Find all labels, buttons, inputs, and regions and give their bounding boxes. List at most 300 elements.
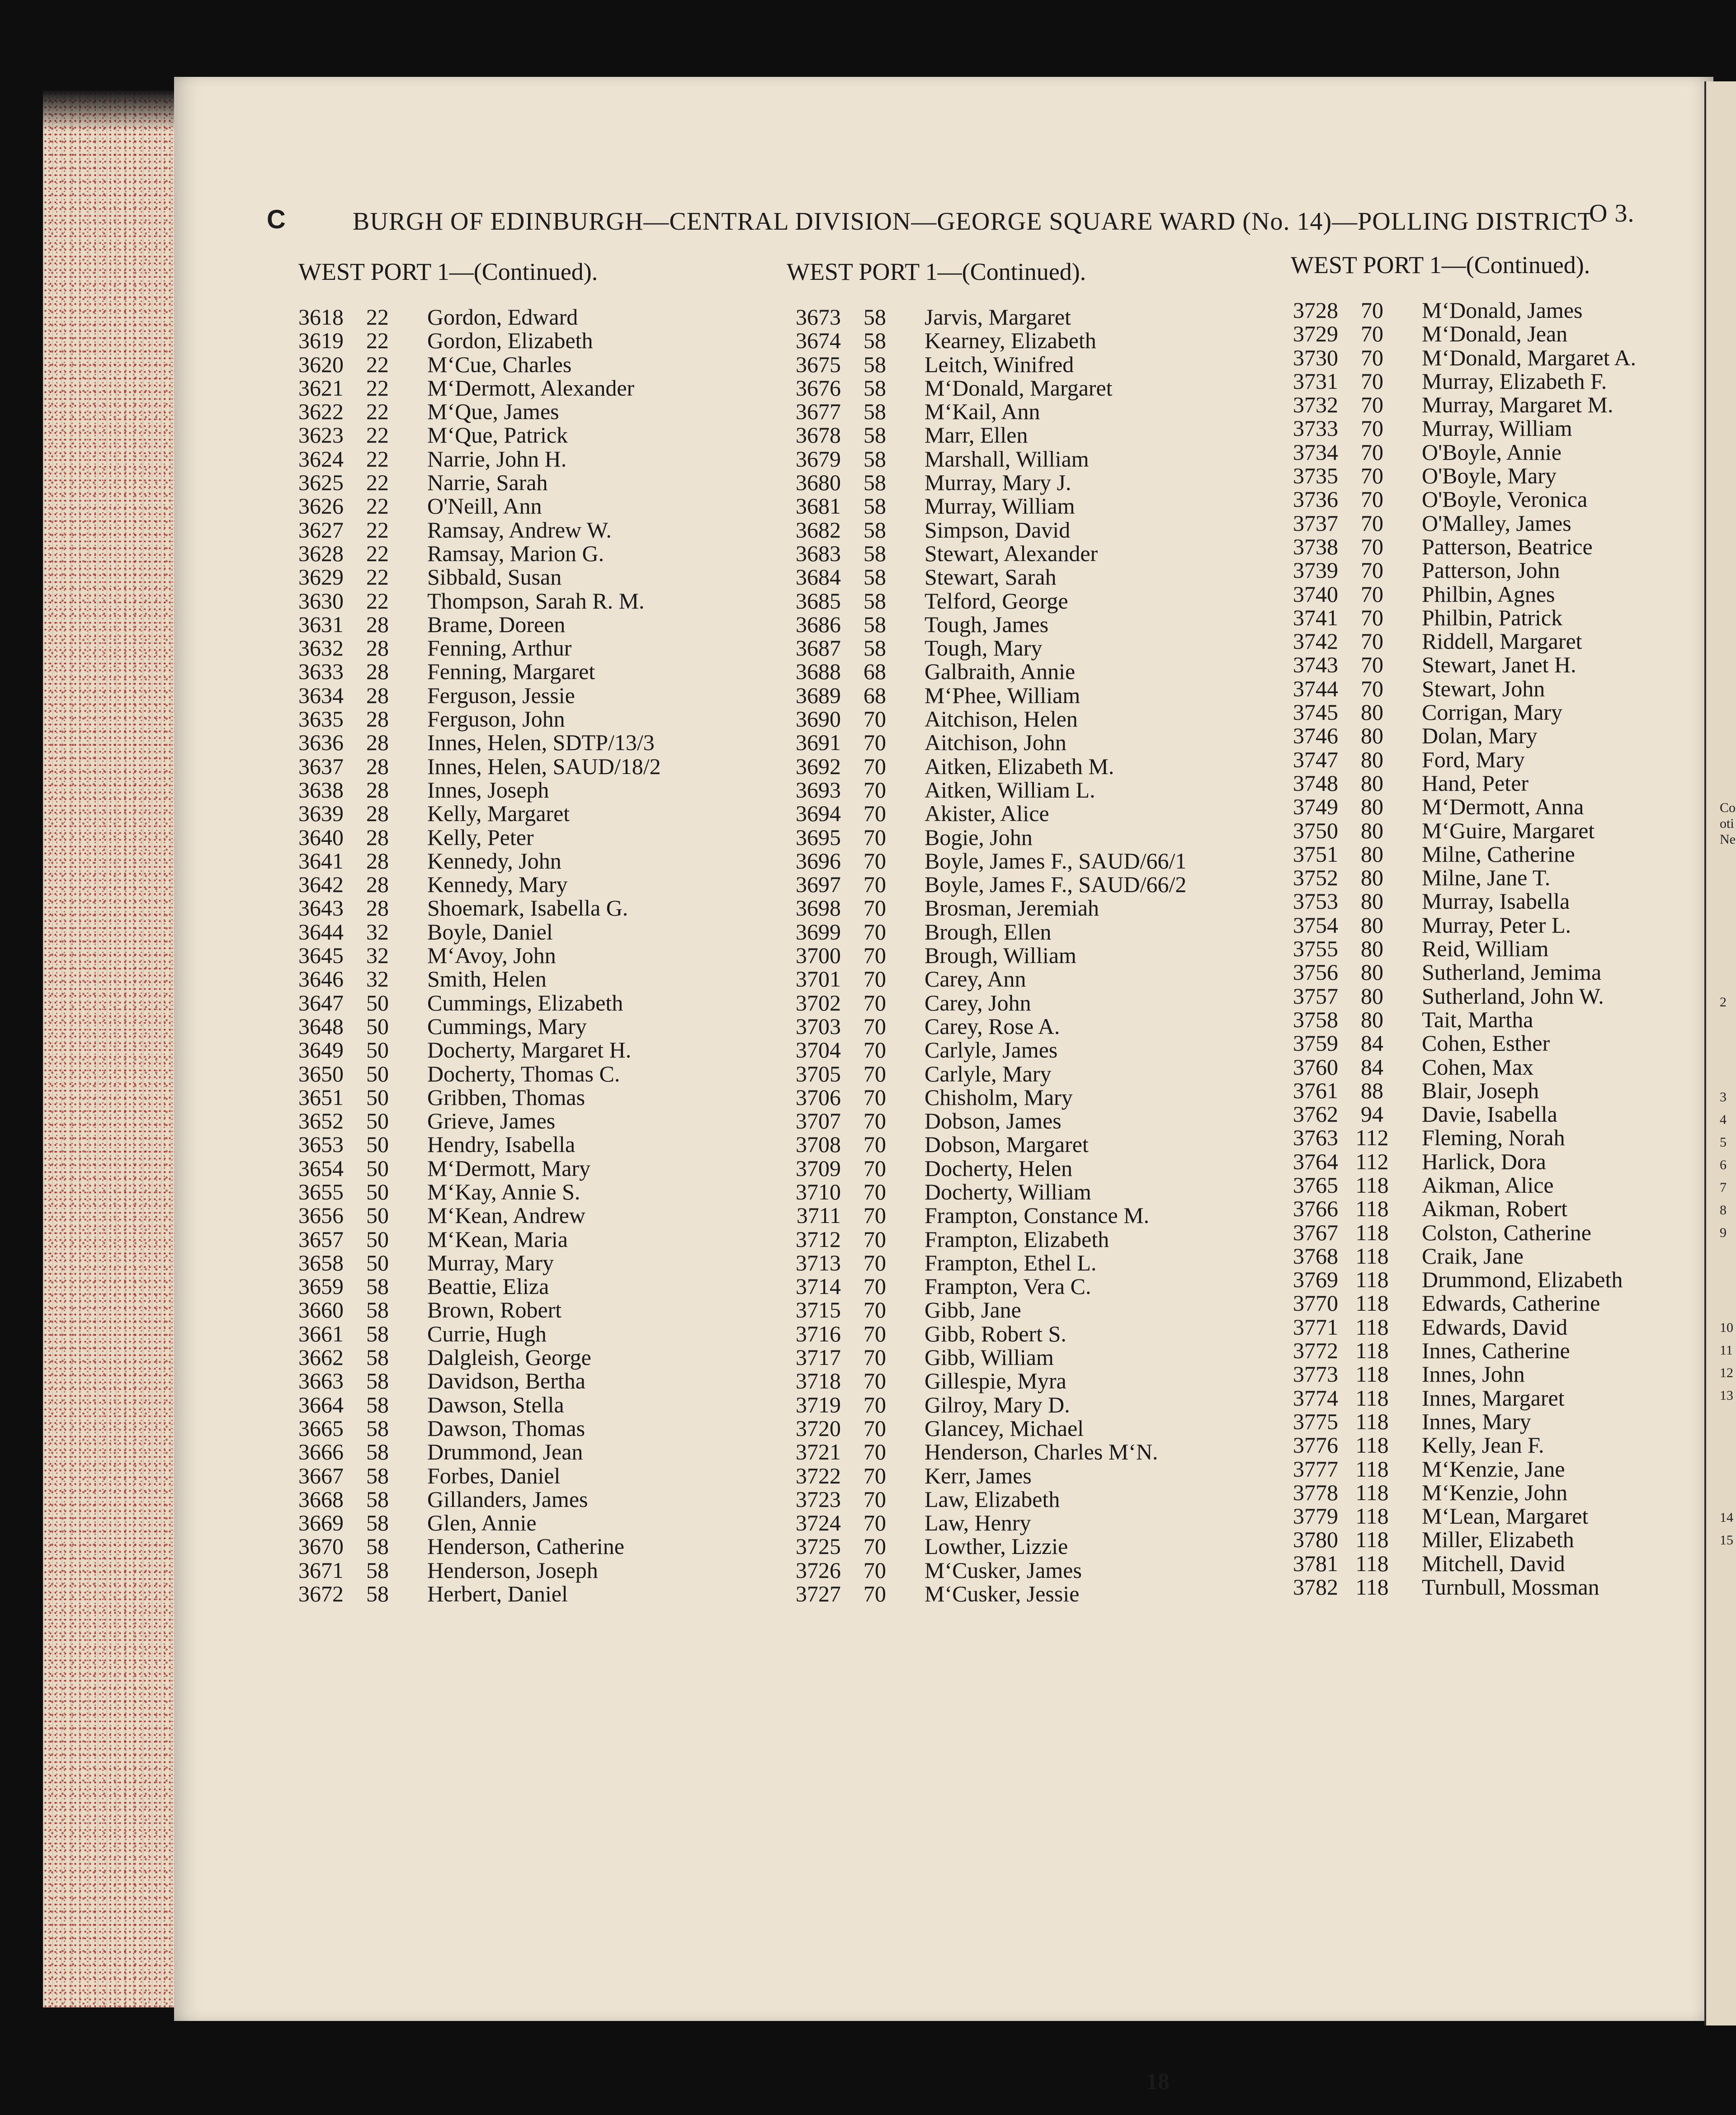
- voter-row: [262, 1558, 750, 1582]
- elector-name: Forbes, Daniel: [427, 1463, 561, 1488]
- voter-row: [1257, 511, 1736, 535]
- elector-name: M‘Kenzie, Jane: [1422, 1456, 1565, 1482]
- elector-name: Gordon, Elizabeth: [427, 328, 593, 354]
- elector-number: 3745: [1293, 699, 1338, 725]
- voter-row: [262, 755, 750, 778]
- house-number: 50: [366, 1226, 389, 1252]
- house-number: 70: [863, 1108, 886, 1134]
- voter-row: [262, 447, 750, 471]
- house-number: 58: [863, 351, 886, 377]
- house-number: 58: [366, 1297, 389, 1323]
- house-number: 58: [863, 399, 886, 425]
- elector-name: Murray, Peter L.: [1422, 912, 1571, 938]
- voter-row: [262, 896, 750, 920]
- elector-number: 3718: [796, 1368, 841, 1394]
- elector-name: Edwards, Catherine: [1422, 1290, 1600, 1316]
- elector-number: 3754: [1293, 912, 1338, 938]
- elector-name: Innes, Margaret: [1422, 1385, 1565, 1411]
- elector-name: M‘Cusker, James: [925, 1557, 1082, 1583]
- house-number: 70: [863, 801, 886, 826]
- elector-name: Jarvis, Margaret: [925, 304, 1071, 330]
- house-number: 70: [863, 777, 886, 803]
- elector-number: 3667: [298, 1463, 344, 1488]
- elector-number: 3645: [298, 943, 344, 968]
- elector-name: M‘Dermott, Alexander: [427, 375, 635, 401]
- house-number: 22: [366, 351, 389, 377]
- page-header: [174, 199, 1713, 244]
- house-number: 50: [366, 1132, 389, 1157]
- elector-name: Patterson, Beatrice: [1422, 533, 1593, 559]
- voter-row: [262, 1015, 750, 1038]
- house-number: 58: [863, 446, 886, 472]
- elector-number: 3735: [1293, 463, 1338, 489]
- elector-number: 3776: [1293, 1432, 1338, 1458]
- elector-name: M‘Phee, William: [925, 682, 1080, 708]
- elector-number: 3671: [298, 1557, 344, 1583]
- elector-name: Ford, Mary: [1422, 746, 1525, 772]
- voter-row: [1257, 819, 1736, 842]
- elector-number: 3620: [298, 351, 344, 377]
- voter-row: [262, 1322, 750, 1345]
- elector-number: 3734: [1293, 439, 1338, 465]
- elector-name: M‘Cue, Charles: [427, 351, 572, 377]
- elector-number: 3763: [1293, 1125, 1338, 1151]
- elector-name: Brown, Robert: [427, 1297, 562, 1323]
- house-number: 50: [366, 1203, 389, 1228]
- elector-number: 3682: [796, 517, 841, 543]
- elector-number: 3683: [796, 540, 841, 566]
- elector-name: Docherty, Thomas C.: [427, 1061, 620, 1086]
- house-number: 22: [366, 540, 389, 566]
- voter-row: [262, 707, 750, 731]
- elector-name: Innes, Joseph: [427, 777, 549, 803]
- house-number: 28: [366, 848, 389, 873]
- house-number: 84: [1361, 1054, 1383, 1080]
- facing-page-fragment: 8: [1720, 1203, 1727, 1218]
- voter-row: [1257, 1150, 1736, 1173]
- voter-row: [1257, 1552, 1736, 1575]
- elector-number: 3739: [1293, 557, 1338, 583]
- voter-row: [262, 518, 750, 542]
- elector-number: 3710: [796, 1179, 841, 1204]
- elector-name: Drummond, Jean: [427, 1439, 583, 1465]
- voter-row: [262, 849, 750, 873]
- voter-row: [262, 376, 750, 400]
- elector-number: 3663: [298, 1368, 344, 1394]
- elector-number: 3636: [298, 730, 344, 755]
- elector-number: 3651: [298, 1084, 344, 1110]
- elector-number: 3630: [298, 588, 344, 614]
- voter-row: [760, 1322, 1248, 1345]
- voter-row: [760, 447, 1248, 471]
- house-number: 28: [366, 872, 389, 897]
- elector-number: 3694: [796, 801, 841, 826]
- elector-name: Carey, Rose A.: [925, 1013, 1060, 1039]
- voter-row: [262, 329, 750, 352]
- house-number: 50: [366, 1179, 389, 1204]
- elector-name: M‘Lean, Margaret: [1422, 1503, 1589, 1529]
- house-number: 70: [863, 872, 886, 897]
- voter-row: [262, 353, 750, 376]
- voter-row: [1257, 889, 1736, 913]
- house-number: 70: [863, 1037, 886, 1063]
- house-number: 70: [863, 1226, 886, 1252]
- elector-number: 3722: [796, 1463, 841, 1488]
- house-number: 70: [863, 730, 886, 755]
- voter-row: [1257, 1221, 1736, 1244]
- elector-name: Boyle, Daniel: [427, 919, 553, 944]
- house-number: 50: [366, 990, 389, 1015]
- house-number: 70: [863, 1439, 886, 1465]
- elector-name: Narrie, John H.: [427, 446, 567, 472]
- house-number: 28: [366, 611, 389, 637]
- elector-number: 3775: [1293, 1408, 1338, 1434]
- house-number: 70: [863, 1061, 886, 1086]
- elector-number: 3717: [796, 1345, 841, 1370]
- elector-name: Kelly, Peter: [427, 824, 534, 850]
- facing-page-fragment: Ne: [1720, 832, 1736, 847]
- house-number: 70: [863, 1534, 886, 1559]
- elector-name: Edwards, David: [1422, 1314, 1568, 1340]
- voter-row: [760, 1582, 1248, 1605]
- house-number: 118: [1355, 1172, 1389, 1198]
- voter-row: [760, 755, 1248, 778]
- elector-number: 3732: [1293, 392, 1338, 418]
- voter-row: [760, 1180, 1248, 1204]
- elector-name: Gordon, Edward: [427, 304, 578, 330]
- facing-page-fragment: 5: [1720, 1135, 1727, 1150]
- elector-number: 3711: [796, 1203, 841, 1228]
- voter-row: [760, 1133, 1248, 1156]
- house-number: 80: [1361, 723, 1383, 749]
- elector-name: M‘Cusker, Jessie: [925, 1581, 1080, 1607]
- elector-name: Stewart, Janet H.: [1422, 652, 1576, 678]
- voter-row: [760, 967, 1248, 991]
- house-number: 70: [1361, 486, 1383, 512]
- house-number: 22: [366, 375, 389, 401]
- elector-number: 3652: [298, 1108, 344, 1134]
- facing-page-fragment: 2: [1720, 995, 1727, 1010]
- house-number: 32: [366, 966, 389, 992]
- elector-name: Craik, Jane: [1422, 1243, 1524, 1269]
- elector-name: M‘Kay, Annie S.: [427, 1179, 580, 1204]
- voter-row: [760, 494, 1248, 518]
- elector-name: Fleming, Norah: [1422, 1125, 1565, 1151]
- voter-row: [760, 1086, 1248, 1109]
- voter-list: [262, 305, 750, 1605]
- voter-row: [1257, 393, 1736, 416]
- voter-row: [1257, 1457, 1736, 1481]
- elector-name: Miller, Elizabeth: [1422, 1527, 1574, 1553]
- house-number: 70: [863, 1155, 886, 1181]
- elector-name: Murray, Isabella: [1422, 888, 1570, 914]
- elector-number: 3752: [1293, 865, 1338, 891]
- elector-number: 3619: [298, 328, 344, 354]
- elector-number: 3767: [1293, 1219, 1338, 1245]
- elector-number: 3677: [796, 399, 841, 425]
- house-number: 70: [1361, 297, 1383, 323]
- elector-number: 3700: [796, 943, 841, 968]
- house-number: 112: [1355, 1148, 1389, 1174]
- voter-row: [1257, 984, 1736, 1008]
- voter-list: [760, 305, 1248, 1605]
- elector-name: Stewart, Sarah: [925, 564, 1057, 590]
- elector-name: Kerr, James: [925, 1463, 1032, 1488]
- elector-name: Glancey, Michael: [925, 1415, 1084, 1441]
- elector-number: 3656: [298, 1203, 344, 1228]
- elector-name: Boyle, James F., SAUD/66/2: [925, 872, 1187, 897]
- elector-name: Henderson, Charles M‘N.: [925, 1439, 1158, 1465]
- elector-number: 3678: [796, 422, 841, 448]
- voter-row: [262, 991, 750, 1015]
- voter-row: [760, 802, 1248, 825]
- voter-row: [262, 494, 750, 518]
- elector-number: 3650: [298, 1061, 344, 1086]
- register-page: [174, 77, 1713, 2095]
- elector-number: 3733: [1293, 415, 1338, 441]
- elector-number: 3653: [298, 1132, 344, 1157]
- elector-number: 3696: [796, 848, 841, 873]
- house-number: 50: [366, 1037, 389, 1063]
- elector-name: Drummond, Elizabeth: [1422, 1267, 1623, 1293]
- house-number: 68: [863, 659, 886, 685]
- voter-row: [1257, 795, 1736, 818]
- elector-number: 3779: [1293, 1503, 1338, 1529]
- elector-name: Smith, Helen: [427, 966, 547, 992]
- elector-number: 3624: [298, 446, 344, 472]
- elector-name: Thompson, Sarah R. M.: [427, 588, 645, 614]
- voter-row: [262, 1369, 750, 1393]
- voter-row: [1257, 1173, 1736, 1197]
- house-number: 58: [366, 1534, 389, 1559]
- elector-name: Henderson, Joseph: [427, 1557, 598, 1583]
- house-number: 58: [863, 375, 886, 401]
- page-number: 18: [1146, 2069, 1170, 2095]
- house-number: 80: [1361, 841, 1383, 867]
- elector-name: Carey, John: [925, 990, 1031, 1015]
- house-number: 22: [366, 493, 389, 519]
- voter-row: [262, 1582, 750, 1605]
- elector-number: 3741: [1293, 604, 1338, 630]
- elector-name: Docherty, William: [925, 1179, 1091, 1204]
- house-number: 80: [1361, 817, 1383, 843]
- house-number: 70: [1361, 604, 1383, 630]
- house-number: 80: [1361, 983, 1383, 1009]
- elector-number: 3672: [298, 1581, 344, 1607]
- elector-number: 3760: [1293, 1054, 1338, 1080]
- elector-name: Philbin, Patrick: [1422, 604, 1563, 630]
- elector-number: 3712: [796, 1226, 841, 1252]
- elector-number: 3744: [1293, 675, 1338, 701]
- elector-name: Ferguson, Jessie: [427, 682, 575, 708]
- elector-number: 3647: [298, 990, 344, 1015]
- elector-number: 3622: [298, 399, 344, 425]
- facing-page-fragment: Co: [1720, 800, 1736, 815]
- voter-row: [760, 1393, 1248, 1416]
- house-number: 22: [366, 328, 389, 354]
- elector-number: 3642: [298, 872, 344, 897]
- elector-name: Sutherland, Jemima: [1422, 959, 1602, 985]
- voter-row: [1257, 1055, 1736, 1079]
- elector-name: M‘Donald, Margaret A.: [1422, 345, 1636, 370]
- elector-name: O'Malley, James: [1422, 510, 1571, 536]
- elector-name: Hendry, Isabella: [427, 1132, 576, 1157]
- elector-number: 3772: [1293, 1338, 1338, 1364]
- house-number: 118: [1355, 1574, 1389, 1600]
- header-letter: C: [267, 205, 286, 234]
- elector-name: Philbin, Agnes: [1422, 581, 1555, 607]
- elector-name: Currie, Hugh: [427, 1321, 547, 1346]
- voter-row: [1257, 1244, 1736, 1268]
- elector-number: 3777: [1293, 1456, 1338, 1482]
- house-number: 58: [366, 1368, 389, 1394]
- house-number: 58: [863, 304, 886, 330]
- house-number: 70: [863, 1392, 886, 1417]
- voter-row: [1257, 346, 1736, 369]
- elector-number: 3646: [298, 966, 344, 992]
- voter-row: [1257, 960, 1736, 984]
- elector-number: 3707: [796, 1108, 841, 1134]
- elector-number: 3695: [796, 824, 841, 850]
- voter-row: [760, 1275, 1248, 1298]
- elector-name: Dawson, Thomas: [427, 1415, 585, 1441]
- header-title: BURGH OF EDINBURGH—CENTRAL DIVISION—GEORGE SQUARE WARD (No. 14)—POLLING DISTRICT: [353, 208, 1594, 236]
- house-number: 70: [863, 1463, 886, 1488]
- elector-name: Davidson, Bertha: [427, 1368, 585, 1394]
- voter-row: [262, 613, 750, 636]
- facing-page-fragment: 10: [1720, 1320, 1733, 1335]
- elector-number: 3681: [796, 493, 841, 519]
- house-number: 28: [366, 682, 389, 708]
- elector-number: 3688: [796, 659, 841, 685]
- elector-name: Chisholm, Mary: [925, 1084, 1073, 1110]
- house-number: 58: [863, 493, 886, 519]
- voter-row: [262, 944, 750, 967]
- voter-row: [1257, 582, 1736, 606]
- elector-number: 3699: [796, 919, 841, 944]
- house-number: 70: [863, 1486, 886, 1512]
- voter-row: [760, 873, 1248, 896]
- voter-row: [262, 1416, 750, 1440]
- voter-row: [760, 423, 1248, 447]
- house-number: 50: [366, 1013, 389, 1039]
- elector-name: Murray, William: [925, 493, 1075, 519]
- house-number: 70: [863, 1581, 886, 1607]
- voter-row: [760, 1298, 1248, 1322]
- house-number: 58: [863, 611, 886, 637]
- elector-number: 3721: [796, 1439, 841, 1465]
- house-number: 58: [863, 564, 886, 590]
- elector-name: Shoemark, Isabella G.: [427, 895, 628, 921]
- elector-number: 3654: [298, 1155, 344, 1181]
- elector-number: 3693: [796, 777, 841, 803]
- elector-name: Tait, Martha: [1422, 1006, 1533, 1032]
- house-number: 70: [1361, 439, 1383, 465]
- house-number: 58: [366, 1345, 389, 1370]
- elector-name: Aitchison, John: [925, 730, 1066, 755]
- elector-number: 3731: [1293, 368, 1338, 394]
- elector-name: Kelly, Jean F.: [1422, 1432, 1544, 1458]
- elector-name: Carey, Ann: [925, 966, 1026, 992]
- elector-number: 3689: [796, 682, 841, 708]
- voter-row: [1257, 369, 1736, 393]
- elector-number: 3728: [1293, 297, 1338, 323]
- elector-name: Galbraith, Annie: [925, 659, 1076, 685]
- elector-name: Akister, Alice: [925, 801, 1049, 826]
- elector-number: 3631: [298, 611, 344, 637]
- voter-row: [262, 1180, 750, 1204]
- voter-row: [1257, 1362, 1736, 1386]
- elector-name: Boyle, James F., SAUD/66/1: [925, 848, 1187, 873]
- house-number: 118: [1355, 1290, 1389, 1316]
- house-number: 28: [366, 753, 389, 779]
- voter-row: [1257, 653, 1736, 676]
- house-number: 58: [863, 517, 886, 543]
- voter-row: [1257, 1386, 1736, 1410]
- elector-name: Aikman, Alice: [1422, 1172, 1554, 1198]
- elector-name: Kelly, Margaret: [427, 801, 570, 826]
- voter-row: [262, 1440, 750, 1464]
- house-number: 70: [863, 1321, 886, 1346]
- house-number: 58: [366, 1581, 389, 1607]
- house-number: 28: [366, 801, 389, 826]
- elector-name: Gibb, William: [925, 1345, 1054, 1370]
- page-edges-stack: [43, 90, 177, 2007]
- voter-row: [1257, 558, 1736, 582]
- voter-row: [1257, 440, 1736, 464]
- elector-number: 3629: [298, 564, 344, 590]
- house-number: 70: [863, 1557, 886, 1583]
- house-number: 70: [1361, 675, 1383, 701]
- elector-number: 3627: [298, 517, 344, 543]
- house-number: 22: [366, 564, 389, 590]
- elector-number: 3747: [1293, 746, 1338, 772]
- voter-row: [262, 731, 750, 754]
- elector-number: 3686: [796, 611, 841, 637]
- elector-number: 3762: [1293, 1101, 1338, 1127]
- voter-row: [1257, 724, 1736, 747]
- voter-row: [262, 1062, 750, 1086]
- elector-number: 3680: [796, 470, 841, 496]
- voter-row: [760, 589, 1248, 613]
- voter-row: [760, 1464, 1248, 1487]
- voter-row: [1257, 464, 1736, 487]
- elector-number: 3729: [1293, 321, 1338, 347]
- house-number: 80: [1361, 770, 1383, 796]
- elector-name: Sutherland, John W.: [1422, 983, 1604, 1009]
- elector-name: Brosman, Jeremiah: [925, 895, 1099, 921]
- elector-name: M‘Que, James: [427, 399, 559, 425]
- voter-row: [760, 1369, 1248, 1393]
- elector-number: 3715: [796, 1297, 841, 1323]
- house-number: 32: [366, 943, 389, 968]
- house-number: 58: [366, 1274, 389, 1299]
- elector-name: Bogie, John: [925, 824, 1033, 850]
- house-number: 28: [366, 659, 389, 685]
- voter-row: [760, 1109, 1248, 1133]
- voter-row: [262, 1511, 750, 1534]
- column-heading: WEST PORT 1—(Continued).: [1291, 251, 1590, 279]
- house-number: 70: [1361, 510, 1383, 536]
- elector-number: 3730: [1293, 345, 1338, 370]
- elector-name: Glen, Annie: [427, 1510, 537, 1536]
- elector-number: 3736: [1293, 486, 1338, 512]
- voter-row: [760, 991, 1248, 1015]
- voter-row: [1257, 1079, 1736, 1102]
- house-number: 80: [1361, 936, 1383, 962]
- house-number: 118: [1355, 1408, 1389, 1434]
- column-heading: WEST PORT 1—(Continued).: [787, 258, 1086, 285]
